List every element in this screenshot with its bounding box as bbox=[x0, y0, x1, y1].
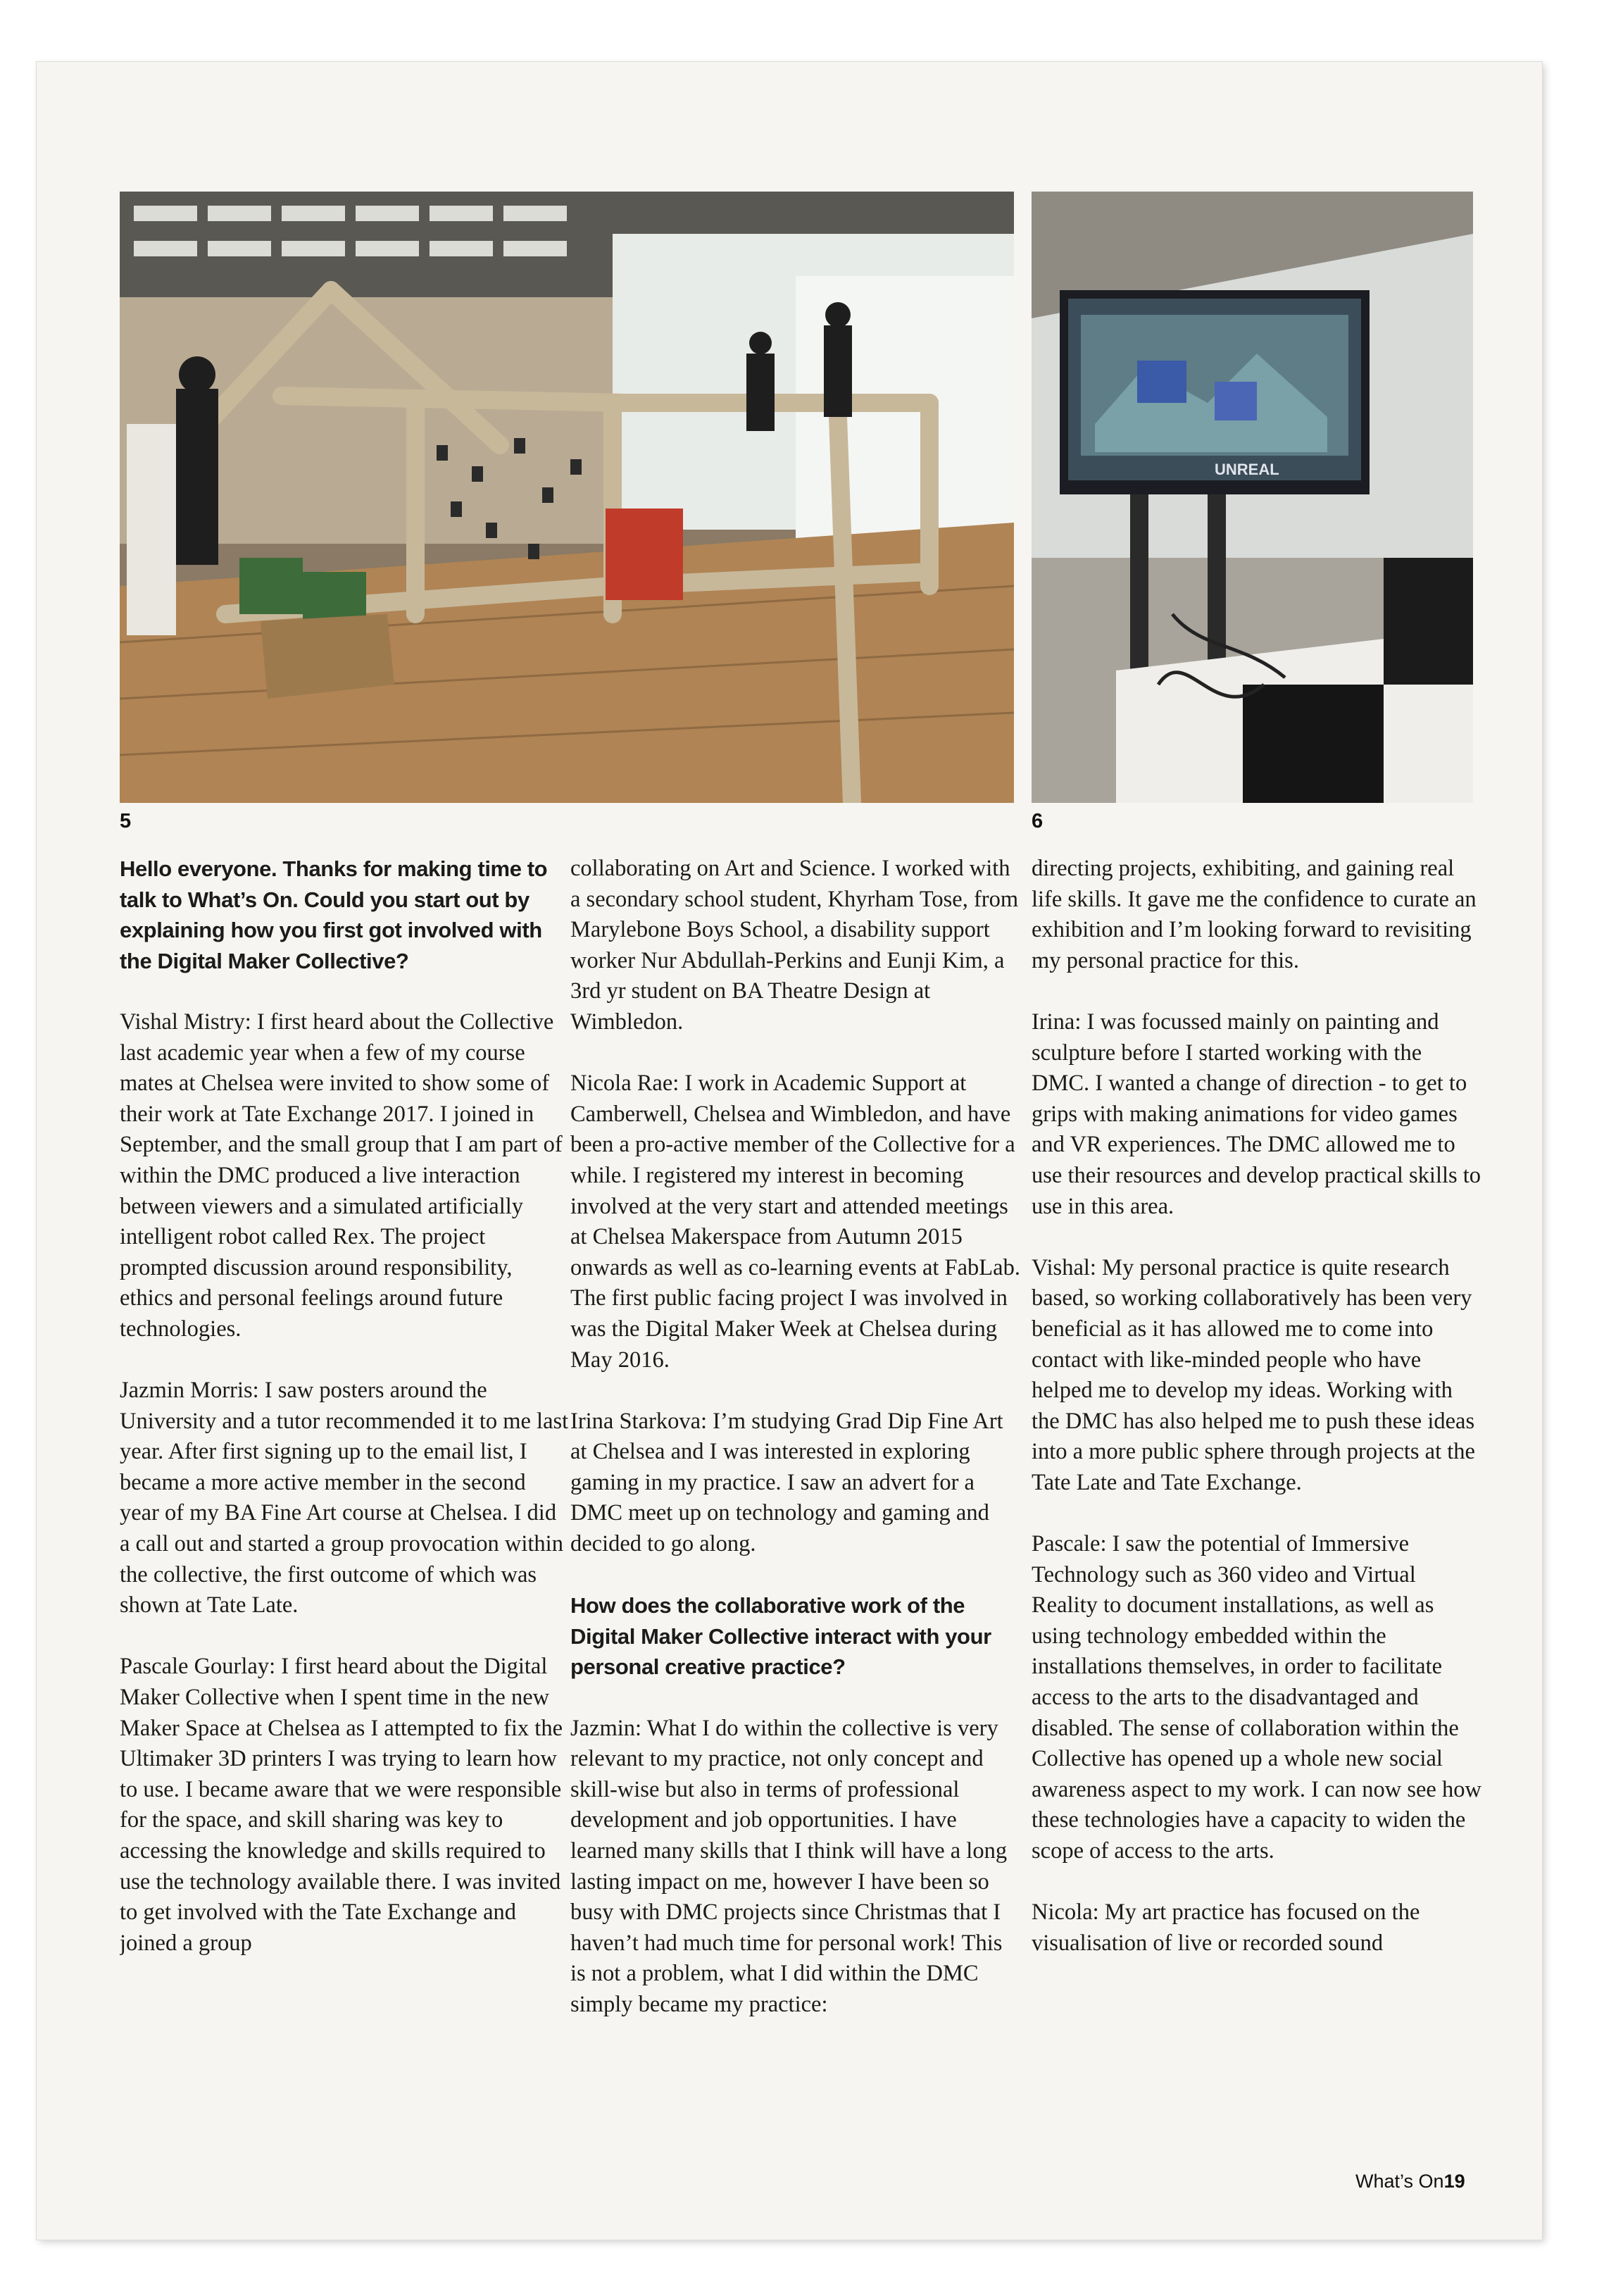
article-column-3 bbox=[1032, 854, 1482, 2121]
figure-number-6: 6 bbox=[1032, 810, 1044, 832]
page-number: 19 bbox=[1443, 2171, 1465, 2192]
answer-pascale-gourlay: Pascale Gourlay: I first heard about the Digital Maker Collective when I spent time in the new Maker Space at Chelsea as I attempted to fix the Ultimaker 3D printers I was trying to learn how to use. I became aware that we were responsible for the space, and skill sharing was key to accessing the knowledge and skills required to use the technology available there. I was invited to get involved with the Tate Exchange and joined a group bbox=[120, 1654, 563, 1956]
answer-jazmin-practice: Jazmin: What I do within the collective is very relevant to my practice, not only concept and skill-wise but also in terms of professional development and job opportunities. I have learned many skills that I think will have a long lasting impact on me, however I have been so busy with DMC projects since Christmas that I haven’t had much time for personal work! This is not a problem, what I did within the DMC simply became my practice: bbox=[570, 1715, 1008, 2017]
figure-number-5: 5 bbox=[120, 810, 132, 832]
answer-jazmin-continued: directing projects, exhibiting, and gaining real life skills. It gave me the confidence to curate an exhibition and I’m looking forward to revisiting my personal practice for this. bbox=[1032, 856, 1477, 973]
answer-pascale-practice: Pascale: I saw the potential of Immersive Technology such as 360 video and Virtual Reality to document installations, as well as using technology embedded within the installations themselves, in order to facilitate access to the arts to the disadvantaged and disabled. The sense of collaboration within the Collective has opened up a whole new social awareness aspect to my work. I can now see how these technologies have a capacity to widen the scope of access to the arts. bbox=[1032, 1531, 1481, 1864]
magazine-name: What’s On bbox=[1355, 2171, 1444, 2192]
article-column-2 bbox=[570, 854, 1021, 2121]
answer-jazmin-morris: Jazmin Morris: I saw posters around the University and a tutor recommended it to me last year. After first signing up to the email list, I became a more active member in the second year of my BA Fine Art course at Chelsea. I did a call out and started a group provocation within the collective, the first outcome of which was shown at Tate Late. bbox=[120, 1378, 569, 1618]
answer-nicola-rae: Nicola Rae: I work in Academic Support at Camberwell, Chelsea and Wimbledon, and have been a pro-active member of the Collective for a while. I registered my interest in becoming involved at the very start and attended meetings at Chelsea Makerspace from Autumn 2015 onwards as well as co-learning events at FabLab. The first public facing project I was involved in was the Digital Maker Week at Chelsea during May 2016. bbox=[570, 1071, 1020, 1373]
interview-question-1: Hello everyone. Thanks for making time to talk to What’s On. Could you start out by explaining how you first got involved with the Digital Maker Collective? bbox=[120, 856, 548, 973]
article-column-1 bbox=[120, 854, 570, 2121]
answer-pascale-continued: collaborating on Art and Science. I worked with a secondary school student, Khyrham Tose, from Marylebone Boys School, a disability support worker Nur Abdullah-Perkins and Eunji Kim, a 3rd yr student on BA Theatre Design at Wimbledon. bbox=[570, 856, 1019, 1035]
answer-vishal-mistry: Vishal Mistry: I first heard about the Collective last academic year when a few of my course mates at Chelsea were invited to show some of their work at Tate Exchange 2017. I joined in September, and the small group that I am part of within the DMC produced a live interaction between viewers and a simulated artificially intelligent robot called Rex. The project prompted discussion around responsibility, ethics and personal feelings around future technologies. bbox=[120, 1009, 563, 1342]
page-footer bbox=[1355, 2171, 1465, 2192]
answer-nicola-practice: Nicola: My art practice has focused on the visualisation of live or recorded sound bbox=[1032, 1899, 1420, 1956]
answer-irina-practice: Irina: I was focussed mainly on painting and sculpture before I started working with the DMC. I wanted a change of direction - to get to grips with making animations for video games and VR experiences. The DMC allowed me to use their resources and develop practical skills to use in this area. bbox=[1032, 1009, 1481, 1219]
photo-maker-space-installation bbox=[120, 192, 1014, 803]
photo-unreal-screen-setup bbox=[1032, 192, 1473, 803]
answer-irina-starkova: Irina Starkova: I’m studying Grad Dip Fine Art at Chelsea and I was interested in exploring gaming in my practice. I saw an advert for a DMC meet up on technology and gaming and decided to go along. bbox=[570, 1408, 1003, 1557]
interview-question-2: How does the collaborative work of the Digital Maker Collective interact with your personal creative practice? bbox=[570, 1593, 991, 1680]
answer-vishal-practice: Vishal: My personal practice is quite research based, so working collaboratively has been very beneficial as it has allowed me to come into contact with like-minded people who have helped me to develop my ideas. Working with the DMC has also helped me to push these ideas into a more public sphere through projects at the Tate Late and Tate Exchange. bbox=[1032, 1254, 1475, 1495]
screen-text: UNREAL bbox=[1215, 461, 1279, 478]
